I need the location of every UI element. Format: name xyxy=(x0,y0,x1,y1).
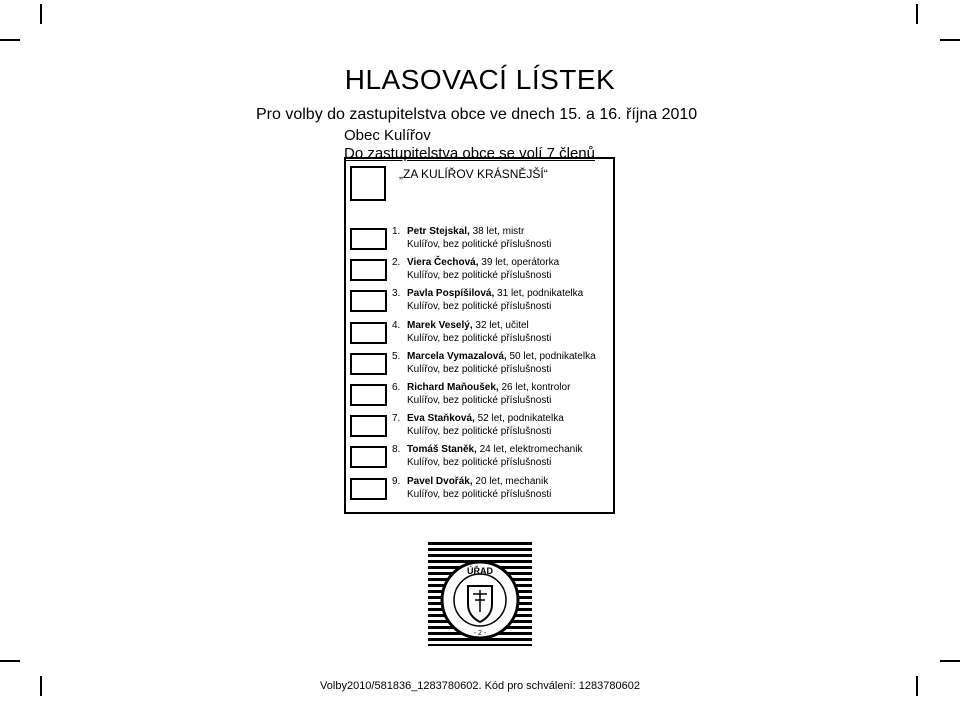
crop-mark xyxy=(940,39,960,41)
candidate-affiliation: Kulířov, bez politické příslušnosti xyxy=(407,333,552,344)
candidate-vote-checkbox[interactable] xyxy=(350,259,387,281)
candidate-info: 26 let, kontrolor xyxy=(498,382,571,393)
candidate-info: 31 let, podnikatelka xyxy=(494,288,584,299)
crop-mark xyxy=(940,660,960,662)
candidate-name: Petr Stejskal, xyxy=(407,226,470,237)
candidate-name: Pavla Pospíšilová, xyxy=(407,288,495,299)
candidate-vote-checkbox[interactable] xyxy=(350,478,387,500)
candidate-entry xyxy=(392,350,612,376)
candidate-info: 32 let, učitel xyxy=(472,320,529,331)
candidate-affiliation: Kulířov, bez politické příslušnosti xyxy=(407,364,552,375)
candidate-info: 24 let, elektromechanik xyxy=(476,444,583,455)
candidate-number: 1. xyxy=(392,226,401,237)
candidate-number: 6. xyxy=(392,382,401,393)
candidate-entry xyxy=(392,225,612,251)
candidate-number: 3. xyxy=(392,288,401,299)
candidate-entry xyxy=(392,381,612,407)
stamp-top-text: ÚŘAD xyxy=(467,566,493,576)
candidate-name: Tomáš Staněk, xyxy=(407,444,477,455)
candidate-entry xyxy=(392,256,612,282)
candidate-affiliation: Kulířov, bez politické příslušnosti xyxy=(407,489,552,500)
candidate-info: 50 let, podnikatelka xyxy=(506,351,596,362)
candidate-vote-checkbox[interactable] xyxy=(350,415,387,437)
candidate-number: 4. xyxy=(392,320,401,331)
crop-mark xyxy=(0,660,20,662)
candidate-entry xyxy=(392,319,612,345)
candidate-name: Pavel Dvořák, xyxy=(407,476,473,487)
crop-mark xyxy=(0,39,20,41)
election-subtitle: Pro volby do zastupitelstva obce ve dnech 15. a 16. října 2010 xyxy=(256,106,698,123)
stamp-number: - 2 - xyxy=(473,630,487,637)
ballot-title: HLASOVACÍ LÍSTEK xyxy=(344,64,616,95)
candidate-affiliation: Kulířov, bez politické příslušnosti xyxy=(407,301,552,312)
candidate-name: Marcela Vymazalová, xyxy=(407,351,507,362)
candidate-info: 38 let, mistr xyxy=(469,226,525,237)
candidate-name: Richard Maňoušek, xyxy=(407,382,499,393)
candidate-number: 5. xyxy=(392,351,401,362)
candidate-number: 2. xyxy=(392,257,401,268)
candidate-affiliation: Kulířov, bez politické příslušnosti xyxy=(407,395,552,406)
candidate-entry xyxy=(392,443,612,469)
party-vote-checkbox[interactable] xyxy=(350,166,386,201)
candidate-entry xyxy=(392,475,612,501)
candidate-info: 39 let, operátorka xyxy=(478,257,560,268)
candidate-number: 8. xyxy=(392,444,401,455)
candidate-vote-checkbox[interactable] xyxy=(350,446,387,468)
candidate-affiliation: Kulířov, bez politické příslušnosti xyxy=(407,426,552,437)
party-name: „ZA KULÍŘOV KRÁSNĚJŠÍ“ xyxy=(399,167,548,181)
candidate-vote-checkbox[interactable] xyxy=(350,290,387,312)
candidate-name: Eva Staňková, xyxy=(407,413,475,424)
document-footer: Volby2010/581836_1283780602. Kód pro schválení: 1283780602 xyxy=(320,680,640,692)
candidate-info: 20 let, mechanik xyxy=(472,476,549,487)
candidate-name: Marek Veselý, xyxy=(407,320,473,331)
municipality-name: Obec Kulířov xyxy=(344,127,431,144)
crop-mark xyxy=(40,4,42,24)
candidate-affiliation: Kulířov, bez politické příslušnosti xyxy=(407,457,552,468)
candidate-affiliation: Kulířov, bez politické příslušnosti xyxy=(407,270,552,281)
official-stamp xyxy=(428,542,532,646)
crop-mark xyxy=(916,4,918,24)
candidate-vote-checkbox[interactable] xyxy=(350,384,387,406)
candidate-entry xyxy=(392,412,612,438)
candidate-info: 52 let, podnikatelka xyxy=(474,413,564,424)
candidate-vote-checkbox[interactable] xyxy=(350,228,387,250)
candidate-entry xyxy=(392,287,612,313)
candidate-number: 7. xyxy=(392,413,401,424)
candidate-number: 9. xyxy=(392,476,401,487)
candidate-vote-checkbox[interactable] xyxy=(350,353,387,375)
seats-line: Do zastupitelstva obce se volí 7 členů xyxy=(344,145,595,162)
candidate-name: Viera Čechová, xyxy=(407,257,479,268)
candidate-vote-checkbox[interactable] xyxy=(350,322,387,344)
candidate-affiliation: Kulířov, bez politické příslušnosti xyxy=(407,239,552,250)
